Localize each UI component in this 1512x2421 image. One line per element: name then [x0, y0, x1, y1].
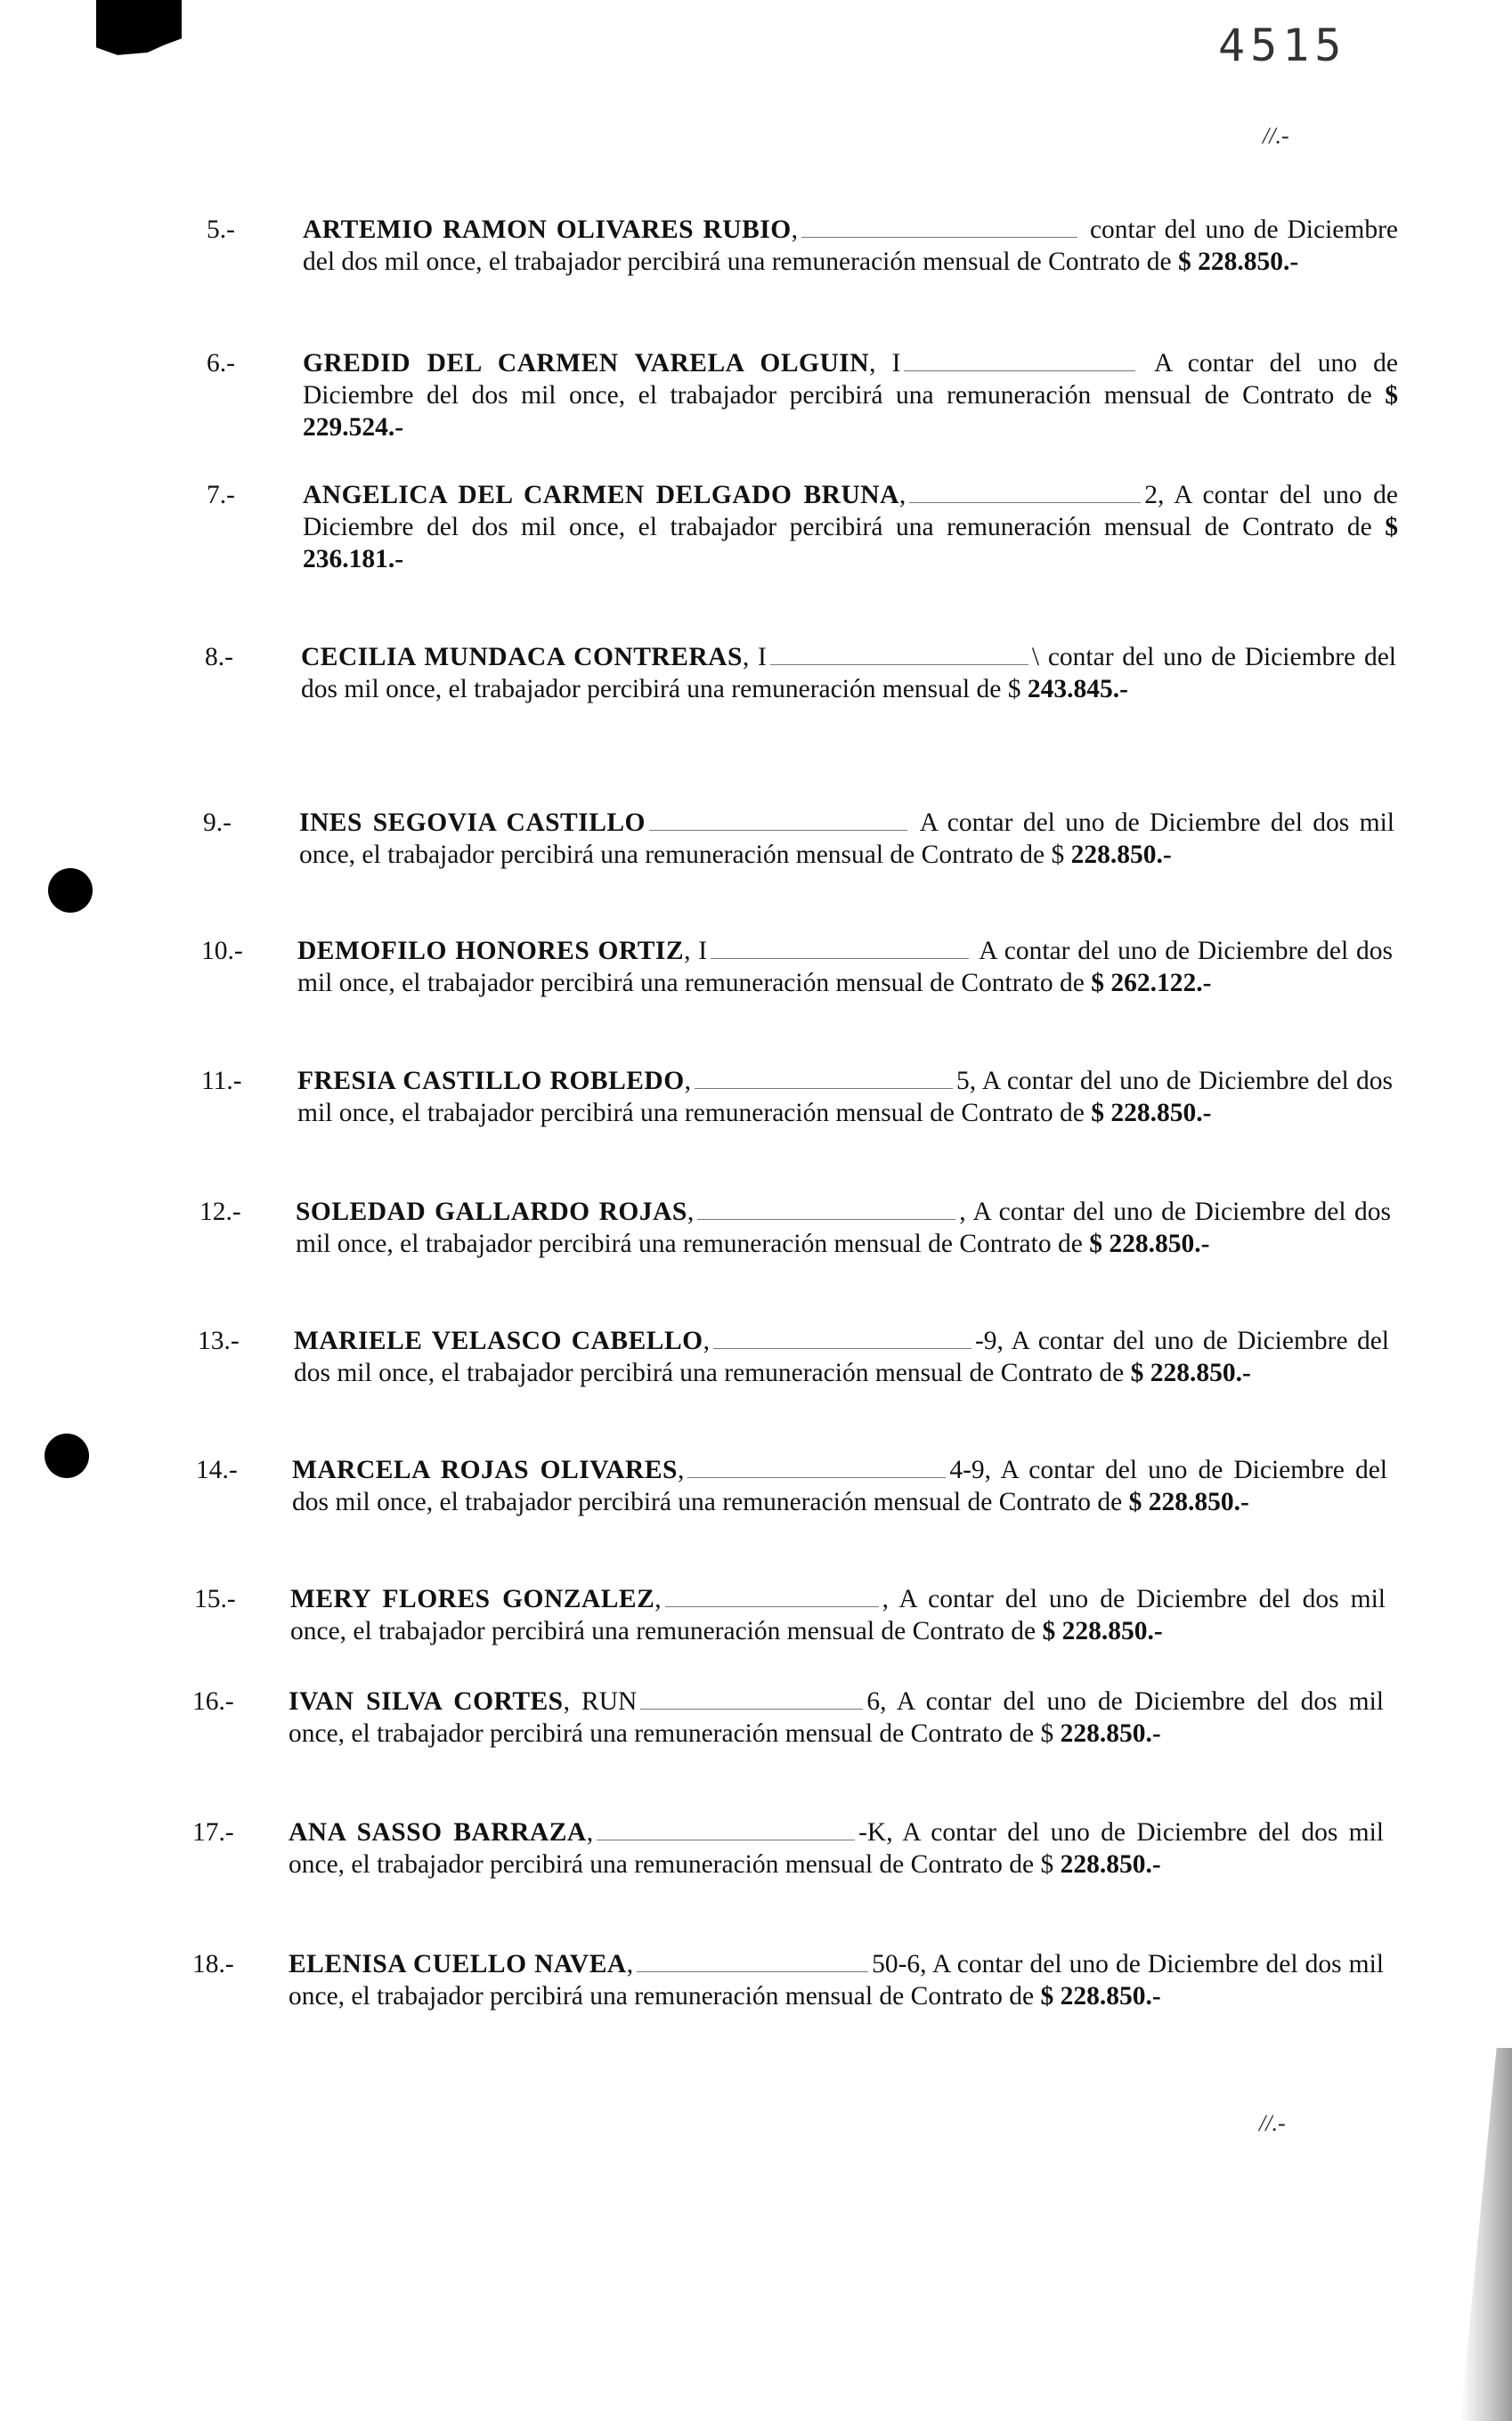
item-number: 7.-	[207, 481, 235, 509]
salary-amount: $ 228.850.-	[1091, 1099, 1212, 1127]
list-item: 14.- MARCELA ROJAS OLIVARES, 4-9, A contar del uno de Diciembre del dos mil once, el trabajador percibirá una remuneración mensual de Contrato de $ 228.850.-	[196, 1456, 1387, 1516]
employee-name: ELENISA CUELLO NAVEA	[289, 1950, 627, 1978]
item-number: 16.-	[192, 1687, 234, 1716]
redacted-id	[597, 1822, 855, 1840]
redacted-id	[637, 1954, 868, 1972]
redacted-id	[687, 1459, 946, 1478]
item-number: 18.-	[192, 1950, 234, 1978]
list-item: 10.- DEMOFILO HONORES ORTIZ, I A contar del uno de Diciembre del dos mil once, el trabajador percibirá una remuneración mensual de Contrato de $ 262.122.-	[201, 937, 1394, 997]
employee-name: FRESIA CASTILLO ROBLEDO	[297, 1067, 685, 1095]
salary-amount: $ 228.850.-	[1040, 1982, 1161, 2011]
redacted-id	[801, 219, 1077, 238]
item-number: 12.-	[199, 1198, 241, 1226]
list-item: 15.- MERY FLORES GONZALEZ, , A contar del uno de Diciembre del dos mil once, el trabajador percibirá una remuneración mensual de Contrato de $ 228.850.-	[194, 1585, 1386, 1645]
redacted-id	[640, 1691, 863, 1710]
list-item: 7.- ANGELICA DEL CARMEN DELGADO BRUNA, 2, A contar del uno de Diciembre del dos mil once, el trabajador percibirá una remuneración mensual de Contrato de $ 236.181.-	[207, 481, 1398, 573]
continuation-mark-bottom: //.-	[1259, 2110, 1286, 2136]
redacted-id	[695, 1070, 953, 1089]
salary-amount: $ 228.850.-	[1042, 1617, 1163, 1645]
item-number: 17.-	[192, 1818, 234, 1847]
employee-name: MARCELA ROJAS OLIVARES	[292, 1456, 678, 1484]
salary-amount: 243.845.-	[1027, 675, 1128, 703]
salary-amount: 228.850.-	[1060, 1850, 1161, 1879]
employee-name: MARIELE VELASCO CABELLO	[294, 1327, 703, 1355]
item-number: 14.-	[196, 1456, 238, 1484]
redacted-id	[649, 812, 907, 831]
salary-amount: $ 228.850.-	[1177, 248, 1299, 276]
item-number: 15.-	[194, 1585, 236, 1613]
list-item: 6.- GREDID DEL CARMEN VARELA OLGUIN, I A contar del uno de Diciembre del dos mil once, el trabajador percibirá una remuneración mensual de Contrato de $ 229.524.-	[207, 349, 1399, 442]
salary-amount: $ 229.524.-	[303, 381, 1398, 442]
employee-name: SOLEDAD GALLARDO ROJAS	[296, 1198, 687, 1226]
employee-name: IVAN SILVA CORTES	[289, 1687, 564, 1716]
salary-amount: $ 228.850.-	[1128, 1488, 1249, 1516]
employee-name: ANGELICA DEL CARMEN DELGADO BRUNA	[303, 481, 899, 509]
item-number: 6.-	[207, 349, 235, 378]
redacted-id	[665, 1588, 879, 1607]
employee-name: INES SEGOVIA CASTILLO	[299, 808, 646, 837]
employee-name: DEMOFILO HONORES ORTIZ	[297, 937, 685, 965]
item-number: 5.-	[207, 215, 235, 244]
page-number-stamp: 4515	[1218, 20, 1347, 71]
employee-name: MERY FLORES GONZALEZ	[290, 1585, 655, 1613]
redacted-id	[697, 1201, 955, 1220]
redacted-id	[711, 940, 969, 959]
salary-amount: 228.850.-	[1060, 1719, 1161, 1748]
continuation-mark-top: //.-	[1263, 123, 1289, 149]
list-item: 8.- CECILIA MUNDACA CONTRERAS, I \ contar del uno de Diciembre del dos mil once, el trabajador percibirá una remuneración mensual de $ 243.845.-	[205, 643, 1396, 703]
salary-amount: 228.850.-	[1070, 841, 1172, 869]
redacted-id	[770, 646, 1028, 665]
item-number: 9.-	[203, 808, 232, 837]
salary-amount: $ 228.850.-	[1089, 1230, 1210, 1258]
list-item: 12.- SOLEDAD GALLARDO ROJAS, , A contar del uno de Diciembre del dos mil once, el trabajador percibirá una remuneración mensual de Contrato de $ 228.850.-	[199, 1198, 1392, 1258]
list-item: 13.- MARIELE VELASCO CABELLO, -9, A contar del uno de Diciembre del dos mil once, el trabajador percibirá una remuneración mensual de Contrato de $ 228.850.-	[198, 1327, 1389, 1387]
list-item: 16.- IVAN SILVA CORTES, RUN 6, A contar del uno de Diciembre del dos mil once, el trabajador percibirá una remuneración mensual de Contrato de $ 228.850.-	[192, 1687, 1384, 1748]
list-item: 9.- INES SEGOVIA CASTILLO A contar del uno de Diciembre del dos mil once, el trabajador percibirá una remuneración mensual de Contrato de $ 228.850.-	[203, 808, 1394, 869]
redacted-id	[904, 353, 1135, 371]
salary-amount: $ 236.181.-	[303, 513, 1398, 573]
employee-name: ARTEMIO RAMON OLIVARES RUBIO	[303, 215, 792, 244]
redacted-id	[713, 1330, 971, 1349]
employee-name: ANA SASSO BARRAZA	[289, 1818, 587, 1847]
salary-amount: $ 228.850.-	[1130, 1359, 1251, 1387]
list-item: 18.- ELENISA CUELLO NAVEA, 50-6, A contar del uno de Diciembre del dos mil once, el trabajador percibirá una remuneración mensual de Contrato de $ 228.850.-	[192, 1950, 1384, 2011]
redacted-id	[909, 484, 1141, 503]
item-number: 11.-	[201, 1067, 242, 1095]
item-number: 8.-	[205, 643, 233, 671]
list-item: 5.- ARTEMIO RAMON OLIVARES RUBIO, contar del uno de Diciembre del dos mil once, el trabajador percibirá una remuneración mensual de Contrato de $ 228.850.-	[207, 215, 1398, 276]
employee-name: GREDID DEL CARMEN VARELA OLGUIN	[303, 349, 870, 378]
salary-amount: $ 262.122.-	[1091, 969, 1212, 997]
item-number: 13.-	[198, 1327, 240, 1355]
item-number: 10.-	[201, 937, 243, 965]
employee-name: CECILIA MUNDACA CONTRERAS	[301, 643, 743, 671]
list-item: 17.- ANA SASSO BARRAZA, -K, A contar del uno de Diciembre del dos mil once, el trabajador percibirá una remuneración mensual de Contrato de $ 228.850.-	[192, 1818, 1384, 1879]
list-item: 11.- FRESIA CASTILLO ROBLEDO, 5, A contar del uno de Diciembre del dos mil once, el trabajador percibirá una remuneración mensual de Contrato de $ 228.850.-	[201, 1067, 1394, 1127]
